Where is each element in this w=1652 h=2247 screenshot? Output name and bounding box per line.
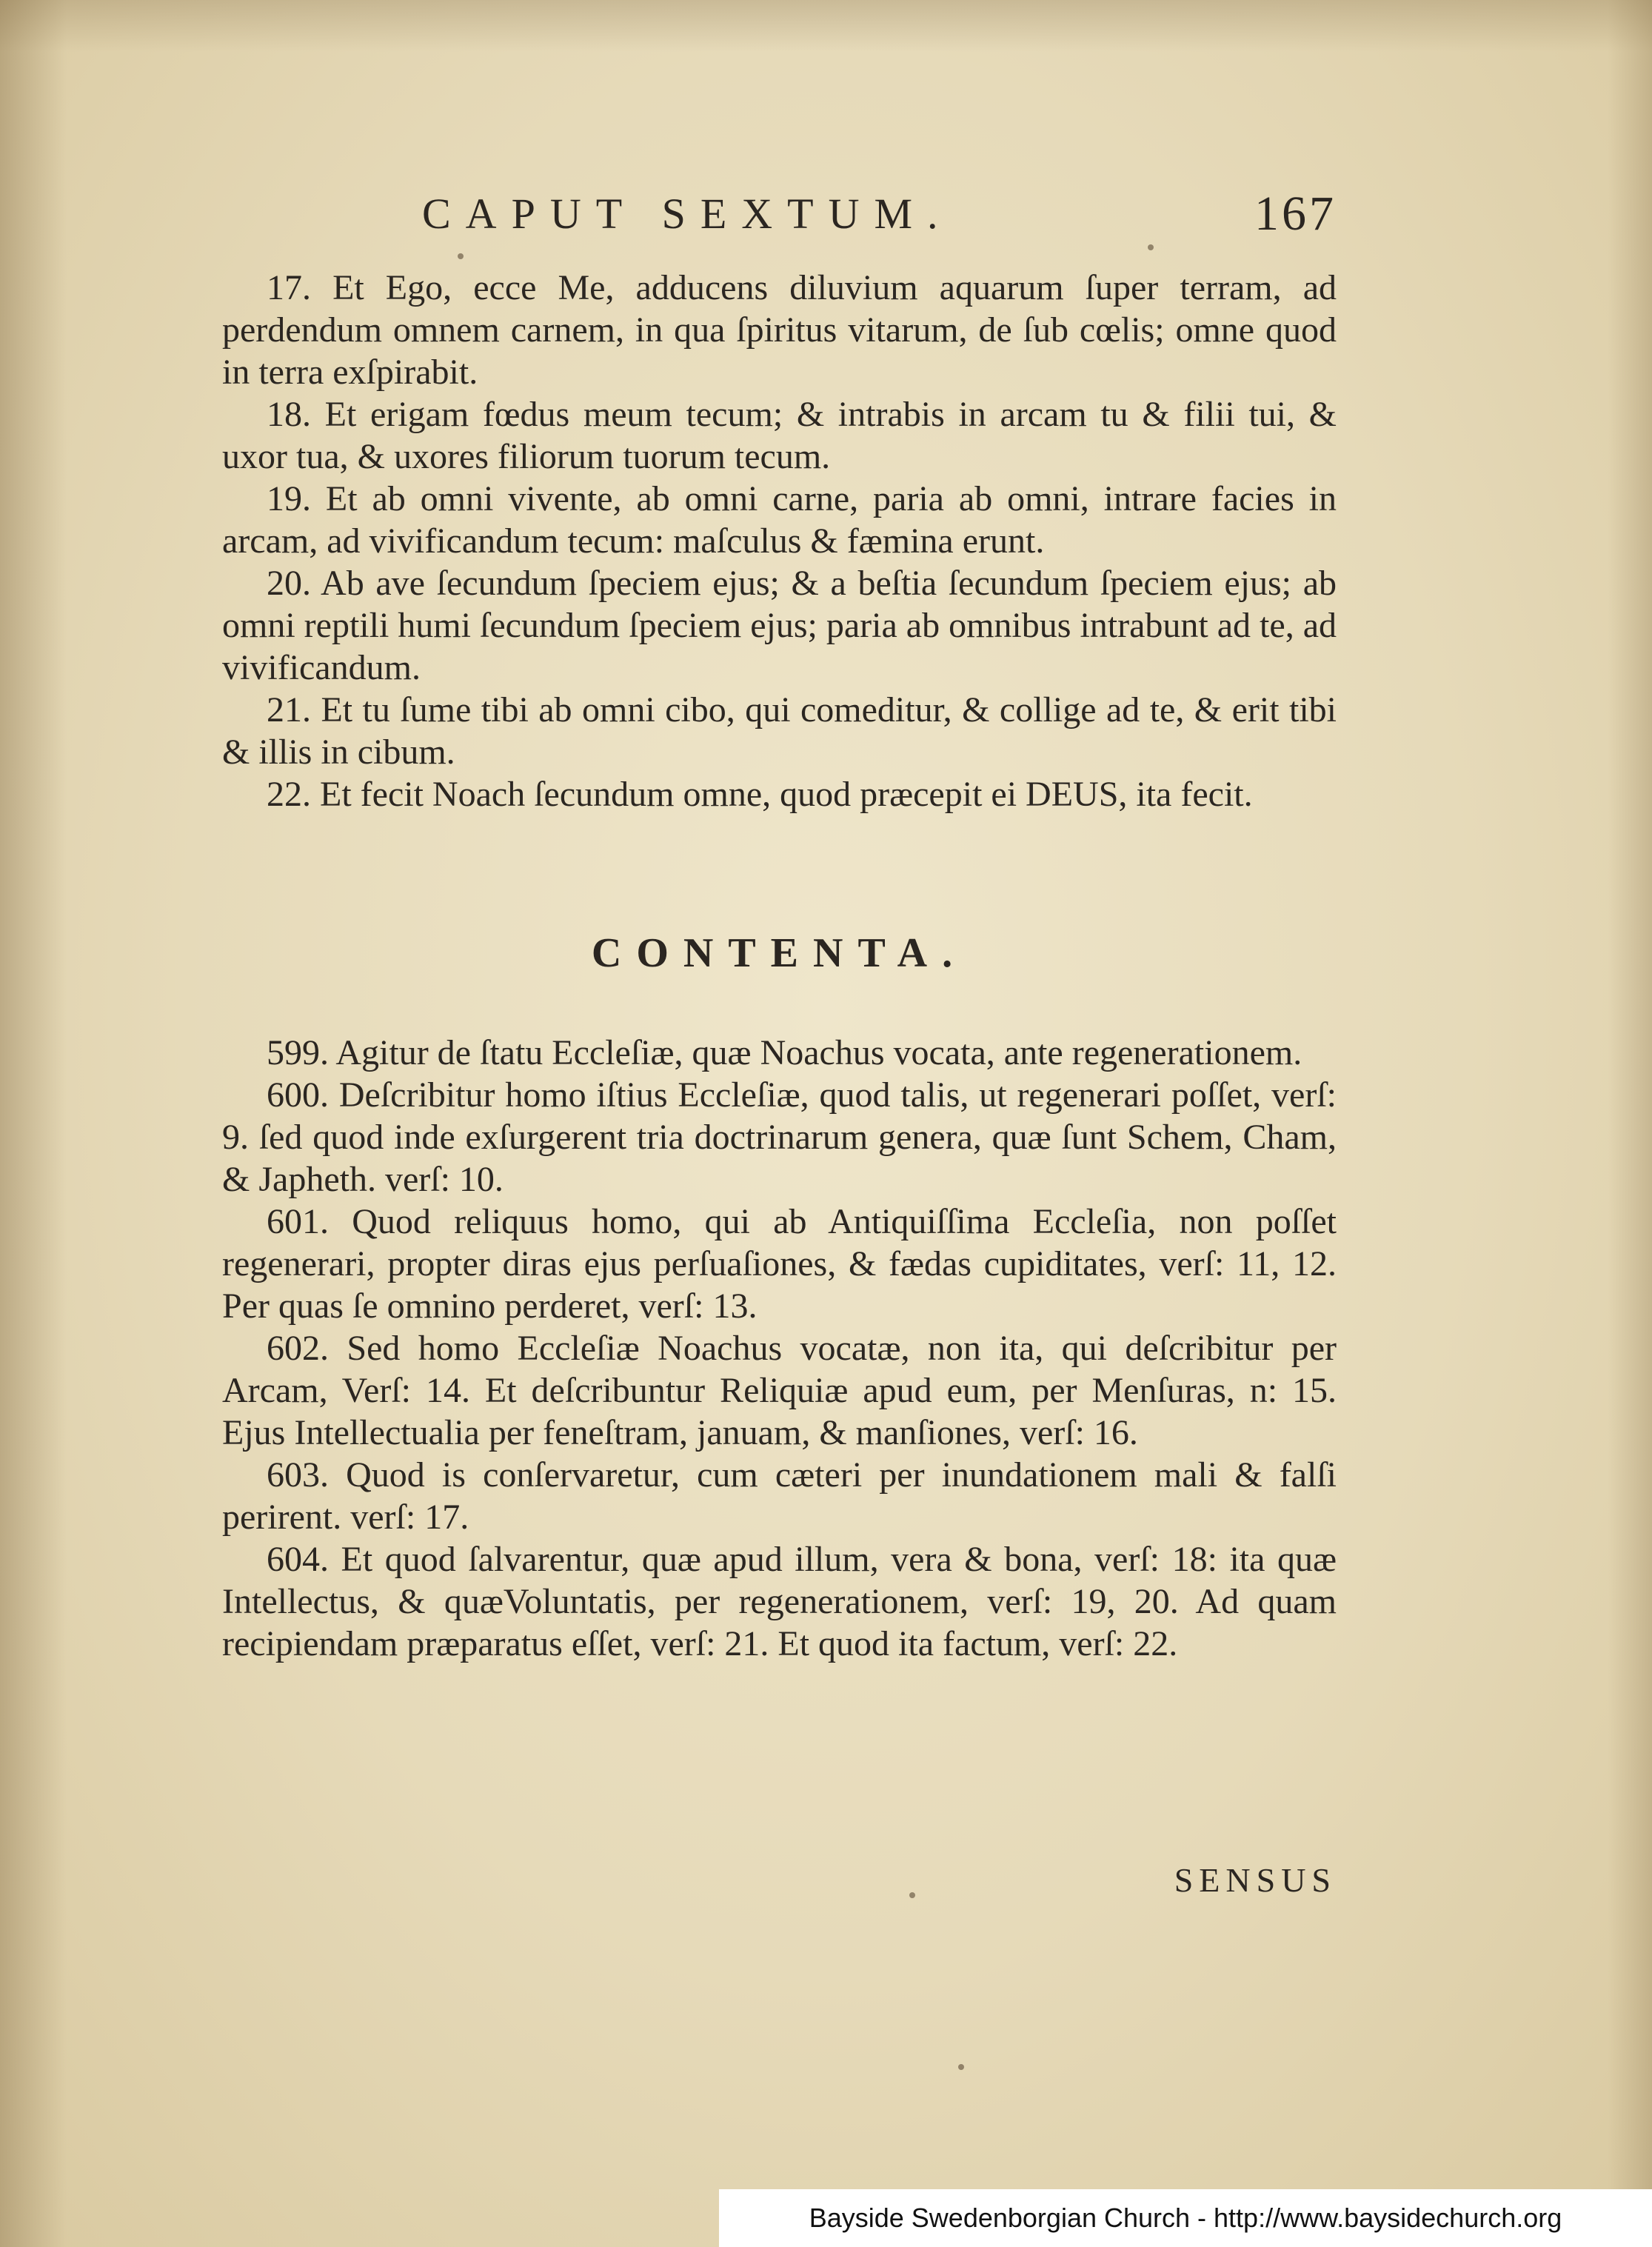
contenta-item-604: 604. Et quod ſalvarentur, quæ apud illum, vera & bona, verſ: 18: ita quæ Intellectus, & quæVoluntatis, per regenerationem, verſ: 19, 20. Ad quam recipiendam præparatus eſſet, verſ: 21. Et quod ita factum, verſ: 22.	[222, 1540, 1337, 1663]
verses-block	[222, 267, 1337, 815]
ink-speck	[909, 1892, 915, 1898]
contenta-heading: CONTENTA.	[591, 930, 968, 976]
verse-21: 21. Et tu ſume tibi ab omni cibo, qui comeditur, & collige ad te, & erit tibi & illis in cibum.	[222, 690, 1337, 772]
contenta-item-599: 599. Agitur de ſtatu Eccleſiæ, quæ Noachus vocata, ante regenerationem.	[267, 1033, 1302, 1072]
contenta-item-602: 602. Sed homo Eccleſiæ Noachus vocatæ, non ita, qui deſcribitur per Arcam, Verſ: 14. Et deſcribuntur Reliquiæ apud eum, per Menſuras, n: 15. Ejus Intellectualia per feneſtram, januam, & manſiones, verſ: 16.	[222, 1329, 1337, 1452]
page-edge-shadow-top	[0, 0, 1652, 52]
verse-18: 18. Et erigam fœdus meum tecum; & intrabis in arcam tu & filii tui, & uxor tua, & uxores filiorum tuorum tecum.	[222, 395, 1337, 476]
source-credit-banner: Bayside Swedenborgian Church - http://www.baysidechurch.org	[719, 2189, 1652, 2247]
verse-20: 20. Ab ave ſecundum ſpeciem ejus; & a beſtia ſecundum ſpeciem ejus; ab omni reptili humi ſecundum ſpeciem ejus; paria ab omnibus intrabunt ad te, ad vivificandum.	[222, 564, 1337, 687]
contenta-item-603: 603. Quod is conſervaretur, cum cæteri per inundationem mali & falſi perirent. verſ: 17.	[222, 1455, 1337, 1537]
running-header	[222, 174, 1337, 248]
ink-speck	[458, 253, 464, 259]
contenta-item-601: 601. Quod reliquus homo, qui ab Antiquiſſima Eccleſia, non poſſet regenerari, propter diras ejus perſuaſiones, & fædas cupiditates, verſ: 11, 12. Per quas ſe omnino perderet, verſ: 13.	[222, 1202, 1337, 1326]
page-number: 167	[1254, 187, 1337, 241]
verse-19: 19. Et ab omni vivente, ab omni carne, paria ab omni, intrare facies in arcam, ad vivificandum tecum: maſculus & fæmina erunt.	[222, 479, 1337, 561]
page-edge-shadow-left	[0, 0, 67, 2247]
contenta-item-600: 600. Deſcribitur homo iſtius Eccleſiæ, quod talis, ut regenerari poſſet, verſ: 9. ſed quod inde exſurgerent tria doctrinarum genera, quæ ſunt Schem, Cham, & Japheth. verſ: 10.	[222, 1075, 1337, 1199]
ink-speck	[958, 2064, 964, 2070]
page-edge-shadow-right	[1608, 0, 1652, 2247]
verse-17: 17. Et Ego, ecce Me, adducens diluvium aquarum ſuper terram, ad perdendum omnem carnem, in qua ſpiritus vitarum, de ſub cœlis; omne quod in terra exſpirabit.	[222, 268, 1337, 392]
catchword: SENSUS	[1174, 1861, 1337, 1899]
contenta-block	[222, 1032, 1337, 1665]
verse-22: 22. Et fecit Noach ſecundum omne, quod præcepit ei DEUS, ita fecit.	[267, 775, 1253, 814]
running-title: CAPUT SEXTUM.	[422, 190, 953, 238]
